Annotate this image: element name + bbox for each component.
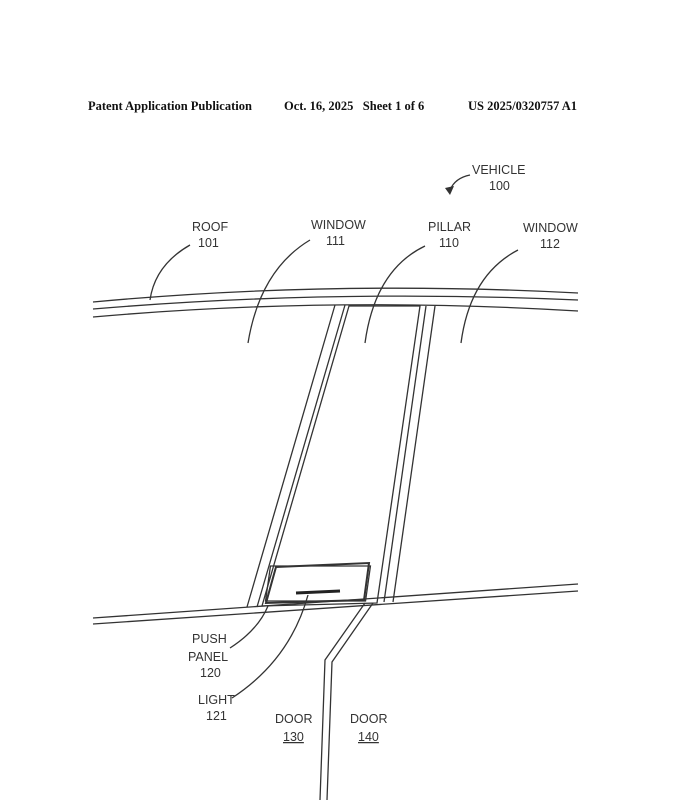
window-112-edge [384,306,426,602]
door-seam-outer [320,603,365,800]
label-door-140-ref: 140 [358,730,379,744]
publication-number: US 2025/0320757 A1 [468,99,578,113]
label-vehicle: VEHICLE [472,163,526,177]
label-pillar-ref: 110 [439,236,459,250]
label-push-panel-ref: 120 [200,666,221,680]
label-push: PUSH [192,632,227,646]
label-window-111: WINDOW [311,218,366,232]
window-111-edge [247,305,335,607]
label-door-130-ref: 130 [283,730,304,744]
roof-line-inner [93,305,578,317]
label-roof: ROOF [192,220,229,234]
label-window-111-ref: 111 [326,234,346,248]
light-strip [296,591,340,593]
leader-vehicle-arrow [445,186,454,195]
label-roof-ref: 101 [198,236,219,250]
label-light: LIGHT [198,693,235,707]
label-vehicle-ref: 100 [489,179,510,193]
label-door-130: DOOR [275,712,313,726]
label-door-140: DOOR [350,712,388,726]
label-window-112: WINDOW [523,221,578,235]
label-pillar: PILLAR [428,220,472,234]
leader-roof [150,245,190,300]
label-light-ref: 121 [206,709,227,723]
belt-line-upper [93,584,578,618]
belt-line-lower [93,591,578,624]
push-panel-box [266,563,369,603]
roof-line-outer [93,288,578,302]
label-window-112-ref: 112 [540,237,560,251]
pillar-outline [262,306,420,606]
publication-title: Patent Application Publication [88,99,252,113]
publication-date-sheet: Oct. 16, 2025 Sheet 1 of 6 [284,99,425,113]
door-seam-inner [327,603,373,800]
window-111-edge-inner [257,305,345,607]
leader-pillar [365,246,425,343]
label-panel: PANEL [188,650,229,664]
push-panel [266,566,371,601]
